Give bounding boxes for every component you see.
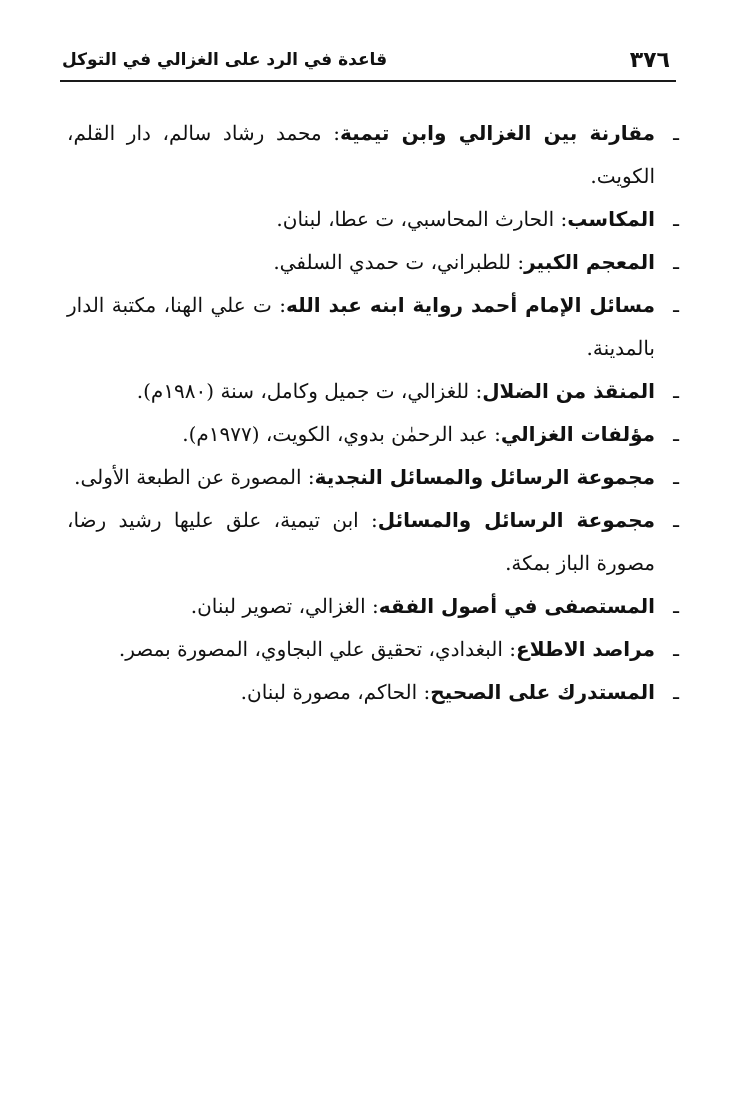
entry-title: مراصد الاطلاع <box>516 637 655 661</box>
entry-dash: ـ <box>673 121 679 145</box>
entry-details: : محمد رشاد سالم، دار القلم، الكويت. <box>67 121 655 188</box>
entry-title: مقارنة بين الغزالي وابن تيمية <box>340 121 655 145</box>
bibliography-entry <box>67 198 679 241</box>
bibliography-entry <box>67 241 679 284</box>
entry-dash: ـ <box>673 207 679 231</box>
entry-dash: ـ <box>673 293 679 317</box>
entry-dash: ـ <box>673 508 679 532</box>
entry-title: المستدرك على الصحيح <box>430 680 655 704</box>
bibliography-entry <box>67 370 679 413</box>
page-number: ٣٧٦ <box>629 48 670 73</box>
entry-title: المنقذ من الضلال <box>482 379 655 403</box>
entry-title: المعجم الكبير <box>524 250 655 274</box>
bibliography-entry <box>67 112 679 198</box>
entry-title: مجموعة الرسائل والمسائل <box>377 508 655 532</box>
entry-details: : الحاكم، مصورة لبنان. <box>240 680 431 704</box>
bibliography-entry <box>67 456 679 499</box>
entry-details: : للطبراني، ت حمدي السلفي. <box>273 250 525 274</box>
bibliography-entry <box>67 413 679 456</box>
bibliography-entry <box>67 585 679 628</box>
entry-details: : البغدادي، تحقيق علي البجاوي، المصورة بمصر. <box>118 637 517 661</box>
entry-dash: ـ <box>673 422 679 446</box>
entry-title: مسائل الإمام أحمد رواية ابنه عبد الله <box>285 293 655 317</box>
entry-title: مجموعة الرسائل والمسائل النجدية <box>314 465 655 489</box>
entry-dash: ـ <box>673 680 679 704</box>
bibliography-entry <box>67 499 679 585</box>
entry-title: مؤلفات الغزالي <box>500 422 655 446</box>
bibliography-entry <box>67 284 679 370</box>
entry-dash: ـ <box>673 379 679 403</box>
entry-details: : للغزالي، ت جميل وكامل، سنة (١٩٨٠م). <box>136 379 483 403</box>
entry-details: : المصورة عن الطبعة الأولى. <box>74 465 315 489</box>
entry-dash: ـ <box>673 594 679 618</box>
entry-details: : الحارث المحاسبي، ت عطا، لبنان. <box>276 207 568 231</box>
entry-dash: ـ <box>673 250 679 274</box>
entry-title: المستصفى في أصول الفقه <box>378 594 655 618</box>
bibliography-entry <box>67 628 679 671</box>
entry-details: : ابن تيمية، علق عليها رشيد رضا، مصورة الباز بمكة. <box>67 508 655 575</box>
entry-details: : عبد الرحمٰن بدوي، الكويت، (١٩٧٧م). <box>182 422 501 446</box>
entry-details: : الغزالي، تصوير لبنان. <box>190 594 379 618</box>
entry-title: المكاسب <box>567 207 655 231</box>
bibliography-entry <box>67 671 679 714</box>
entry-details: : ت علي الهنا، مكتبة الدار بالمدينة. <box>67 293 655 360</box>
entry-dash: ـ <box>673 637 679 661</box>
bibliography-list <box>67 112 679 714</box>
page-header <box>60 44 676 82</box>
entry-dash: ـ <box>673 465 679 489</box>
running-title: قاعدة في الرد على الغزالي في التوكل <box>62 50 388 70</box>
